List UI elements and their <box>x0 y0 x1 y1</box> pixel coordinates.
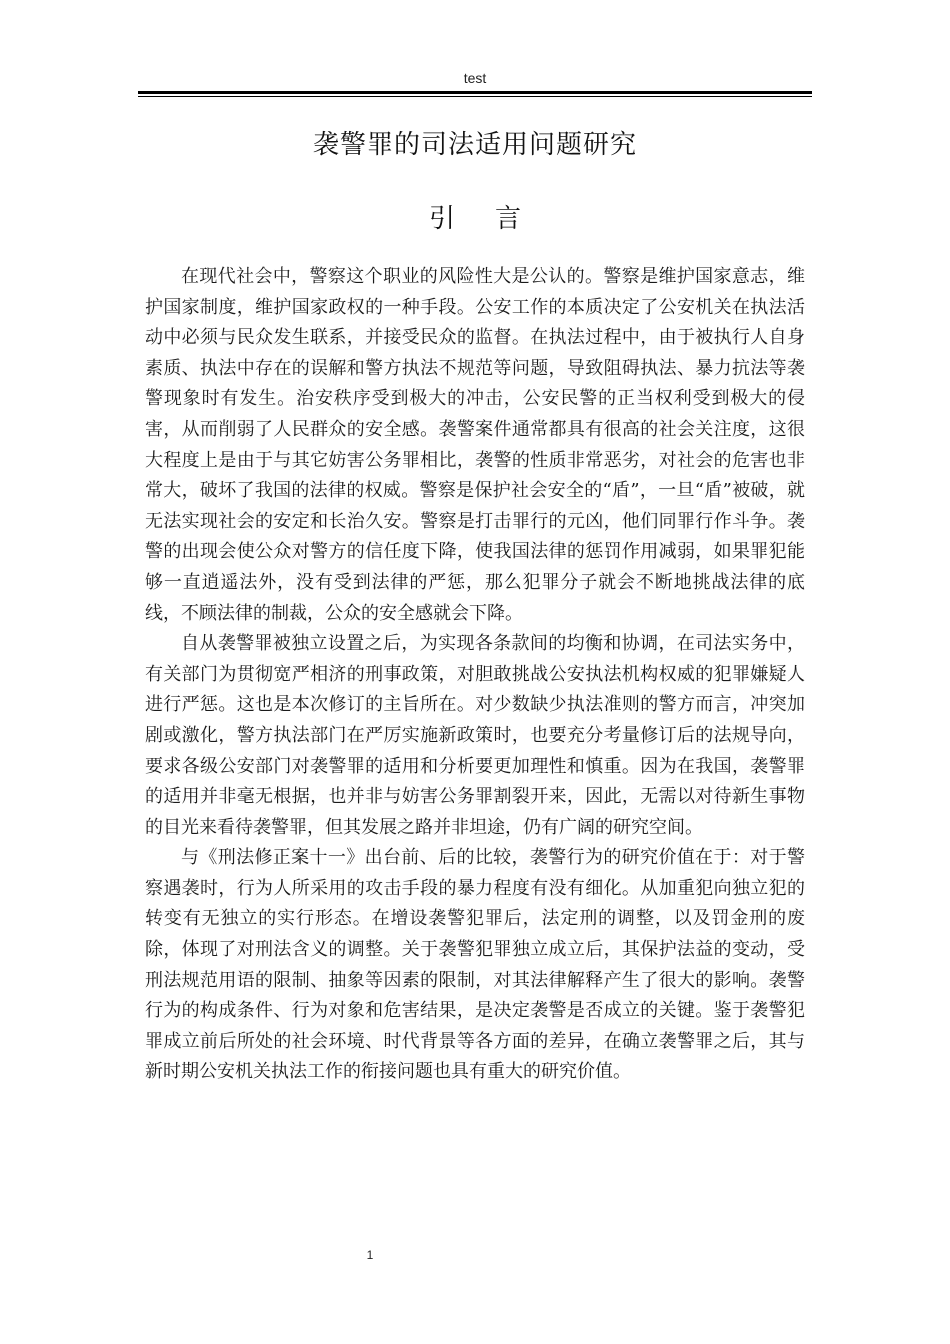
page-header: test <box>463 70 487 86</box>
paragraph-1: 在现代社会中，警察这个职业的风险性大是公认的。警察是维护国家意志，维护国家制度，维护国家政权的一种手段。公安工作的本质决定了公安机关在执法活动中必须与民众发生联系，并接受民众的监督。在执法过程中，由于被执行人自身素质、执法中存在的误解和警方执法不规范等问题，导致阻碍执法、暴力抗法等袭警现象时有发生。治安秩序受到极大的冲击，公安民警的正当权利受到极大的侵害，从而削弱了人民群众的安全感。袭警案件通常都具有很高的社会关注度，这很大程度上是由于与其它妨害公务罪相比，袭警的性质非常恶劣，对社会的危害也非常大，破坏了我国的法律的权威。警察是保护社会安全的“盾”，一旦“盾”被破，就无法实现社会的安定和长治久安。警察是打击罪行的元凶，他们同罪行作斗争。袭警的出现会使公众对警方的信任度下降，使我国法律的惩罚作用减弱，如果罪犯能够一直逍遥法外，没有受到法律的严惩，那么犯罪分子就会不断地挑战法律的底线，不顾法律的制裁，公众的安全感就会下降。 <box>145 266 805 624</box>
document-title: 袭警罪的司法适用问题研究 <box>312 130 637 160</box>
paragraph-2: 自从袭警罪被独立设置之后，为实现各条款间的均衡和协调，在司法实务中，有关部门为贯彻宽严相济的刑事政策，对胆敢挑战公安执法机构权威的犯罪嫌疑人进行严惩。这也是本次修订的主旨所在。对少数缺少执法准则的警方而言，冲突加剧或激化，警方执法部门在严厉实施新政策时，也要充分考量修订后的法规导向，要求各级公安部门对袭警罪的适用和分析要更加理性和慎重。因为在我国，袭警罪的适用并非毫无根据，也并非与妨害公务罪割裂开来，因此，无需以对待新生事物的目光来看待袭警罪，但其发展之路并非坦途，仍有广阔的研究空间。 <box>145 633 805 838</box>
paragraph-3: 与《刑法修正案十一》出台前、后的比较，袭警行为的研究价值在于：对于警察遇袭时，行为人所采用的攻击手段的暴力程度有没有细化。从加重犯向独立犯的转变有无独立的实行形态。在增设袭警犯罪后，法定刑的调整，以及罚金刑的废除，体现了对刑法含义的调整。关于袭警犯罪独立成立后，其保护法益的变动，受刑法规范用语的限制、抽象等因素的限制，对其法律解释产生了很大的影响。袭警行为的构成条件、行为对象和危害结果，是决定袭警是否成立的关键。鉴于袭警犯罪成立前后所处的社会环境、时代背景等各方面的差异，在确立袭警罪之后，其与新时期公安机关执法工作的衔接问题也具有重大的研究价值。 <box>145 847 805 1083</box>
body-text <box>145 262 805 1088</box>
header-rule-thick <box>138 91 812 94</box>
section-title: 引言 <box>428 204 561 234</box>
header-rule-thin <box>138 96 812 97</box>
page-number: 1 <box>366 1248 374 1262</box>
